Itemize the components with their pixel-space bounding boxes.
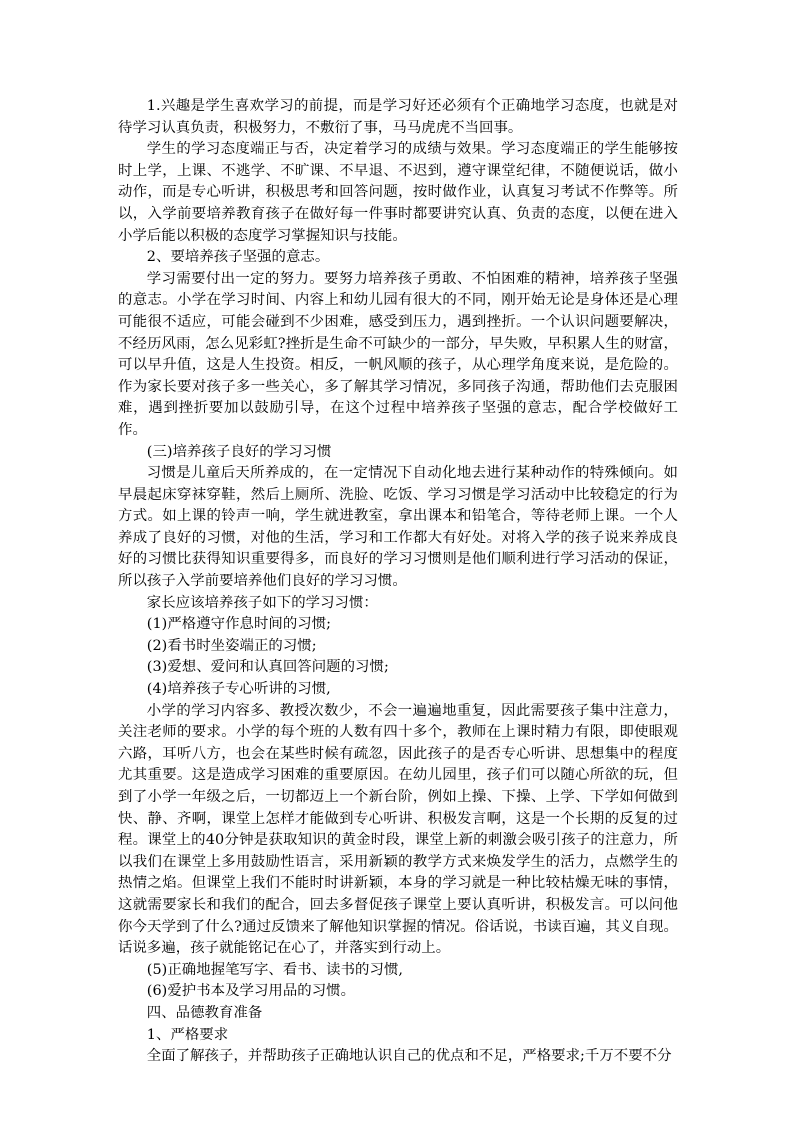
paragraph-understand-child: 全面了解孩子，并帮助孩子正确地认识自己的优点和不足，严格要求;千万不要不分	[146, 1048, 672, 1065]
paragraph-habits: 习惯是儿童后天所养成的，在一定情况下自动化地去进行某种动作的特殊倾向。如早晨起床穿袜穿鞋，然后上厕所、洗脸、吃饭、学习习惯是学习活动中比较稳定的行为方式。如上课的铃声一响，学生就进教室，拿出课本和铅笔合，等待老师上课。一个人养成了良好的习惯，对他的生活，学习和工作都大有好处。对将入学的孩子说来养成良好的习惯比获得知识重要得多，而良好的学习习惯则是他们顺利进行学习活动的保证，所以孩子入学前要培养他们良好的学习习惯。	[118, 465, 678, 590]
heading-study-habits: (三)培养孩子良好的学习习惯	[146, 443, 332, 460]
paragraph-attention: 小学的学习内容多、教授次数少，不会一遍遍地重复，因此需要孩子集中注意力，关注老师的要求。小学的每个班的人数有四十多个，教师在上课时精力有限，即使眼观六路，耳听八方，也会在某些时候有疏忽，因此孩子的是否专心听讲、思想集中的程度尤其重要。这是造成学习困难的重要原因。在幼儿园里，孩子们可以随心所欲的玩，但到了小学一年级之后，一切都迈上一个新台阶，例如上操、下操、上学、下学如何做到快、静、齐啊，课堂上怎样才能做到专心听讲、积极发言啊，这是一个长期的反复的过程。课堂上的40分钟是获取知识的黄金时段，课堂上新的刺激会吸引孩子的注意力，所以我们在课堂上多用鼓励性语言，采用新颖的教学方式来焕发学生的活力，点燃学生的热情之焰。但课堂上我们不能时时讲新颖，本身的学习就是一种比较枯燥无味的事情，这就需要家长和我们的配合，回去多督促孩子课堂上要认真听讲，积极发言。可以问他你今天学到了什么?通过反馈来了解他知识掌握的情况。俗话说，书读百遍，其义自现。话说多遍，孩子就能铭记在心了，并落实到行动上。	[118, 702, 678, 957]
paragraph-strong-will: 学习需要付出一定的努力。要努力培养孩子勇敢、不怕困难的精神，培养孩子坚强的意志。小学在学习时间、内容上和幼儿园有很大的不同，刚开始无论是身体还是心理可能很不适应，可能会碰到不少困难，感受到压力，遇到挫折。一个认识问题要解决，不经历风雨，怎么见彩虹?挫折是生命不可缺少的一部分，早失败，早积累人生的财富，可以早升值，这是人生投资。相反，一帆风顺的孩子，从心理学角度来说，是危险的。作为家长要对孩子多一些关心，多了解其学习情况，多同孩子沟通，帮助他们去克服困难，遇到挫折要加以鼓励引导，在这个过程中培养孩子坚强的意志，配合学校做好工作。	[118, 270, 678, 438]
paragraph-interest: 1.兴趣是学生喜欢学习的前提，而是学习好还必须有个正确地学习态度，也就是对待学习认真负责，积极努力，不敷衍了事，马马虎虎不当回事。	[118, 98, 678, 136]
heading-strict-requirements: 1、严格要求	[146, 1026, 229, 1043]
paragraph-learning-attitude: 学生的学习态度端正与否，决定着学习的成绩与效果。学习态度端正的学生能够按时上学，上课、不逃学、不旷课、不早退、不迟到，遵守课堂纪律，不随便说话，做小动作，而是专心听讲，积极思考和回答问题，按时做作业，认真复习考试不作弊等。所以，入学前要培养教育孩子在做好每一件事时都要讲究认真、负责的态度，以便在进入小学后能以积极的态度学习掌握知识与技能。	[118, 141, 678, 244]
list-item-habit-4: (4)培养孩子专心听讲的习惯,	[146, 681, 331, 698]
list-item-habit-5: (5)正确地握笔写字、看书、读书的习惯,	[146, 961, 404, 978]
paragraph-parents-habits-intro: 家长应该培养孩子如下的学习习惯：	[146, 594, 378, 611]
list-item-habit-2: (2)看书时坐姿端正的习惯;	[146, 637, 317, 654]
document-body	[118, 96, 678, 1068]
heading-moral-education: 四、品德教育准备	[146, 1004, 263, 1021]
list-item-habit-6: (6)爱护书本及学习用品的习惯。	[146, 983, 356, 1000]
list-item-habit-1: (1)严格遵守作息时间的习惯;	[146, 616, 332, 633]
list-item-habit-3: (3)爱想、爱问和认真回答问题的习惯;	[146, 659, 389, 676]
heading-strong-will: 2、要培养孩子坚强的意志。	[146, 249, 330, 266]
